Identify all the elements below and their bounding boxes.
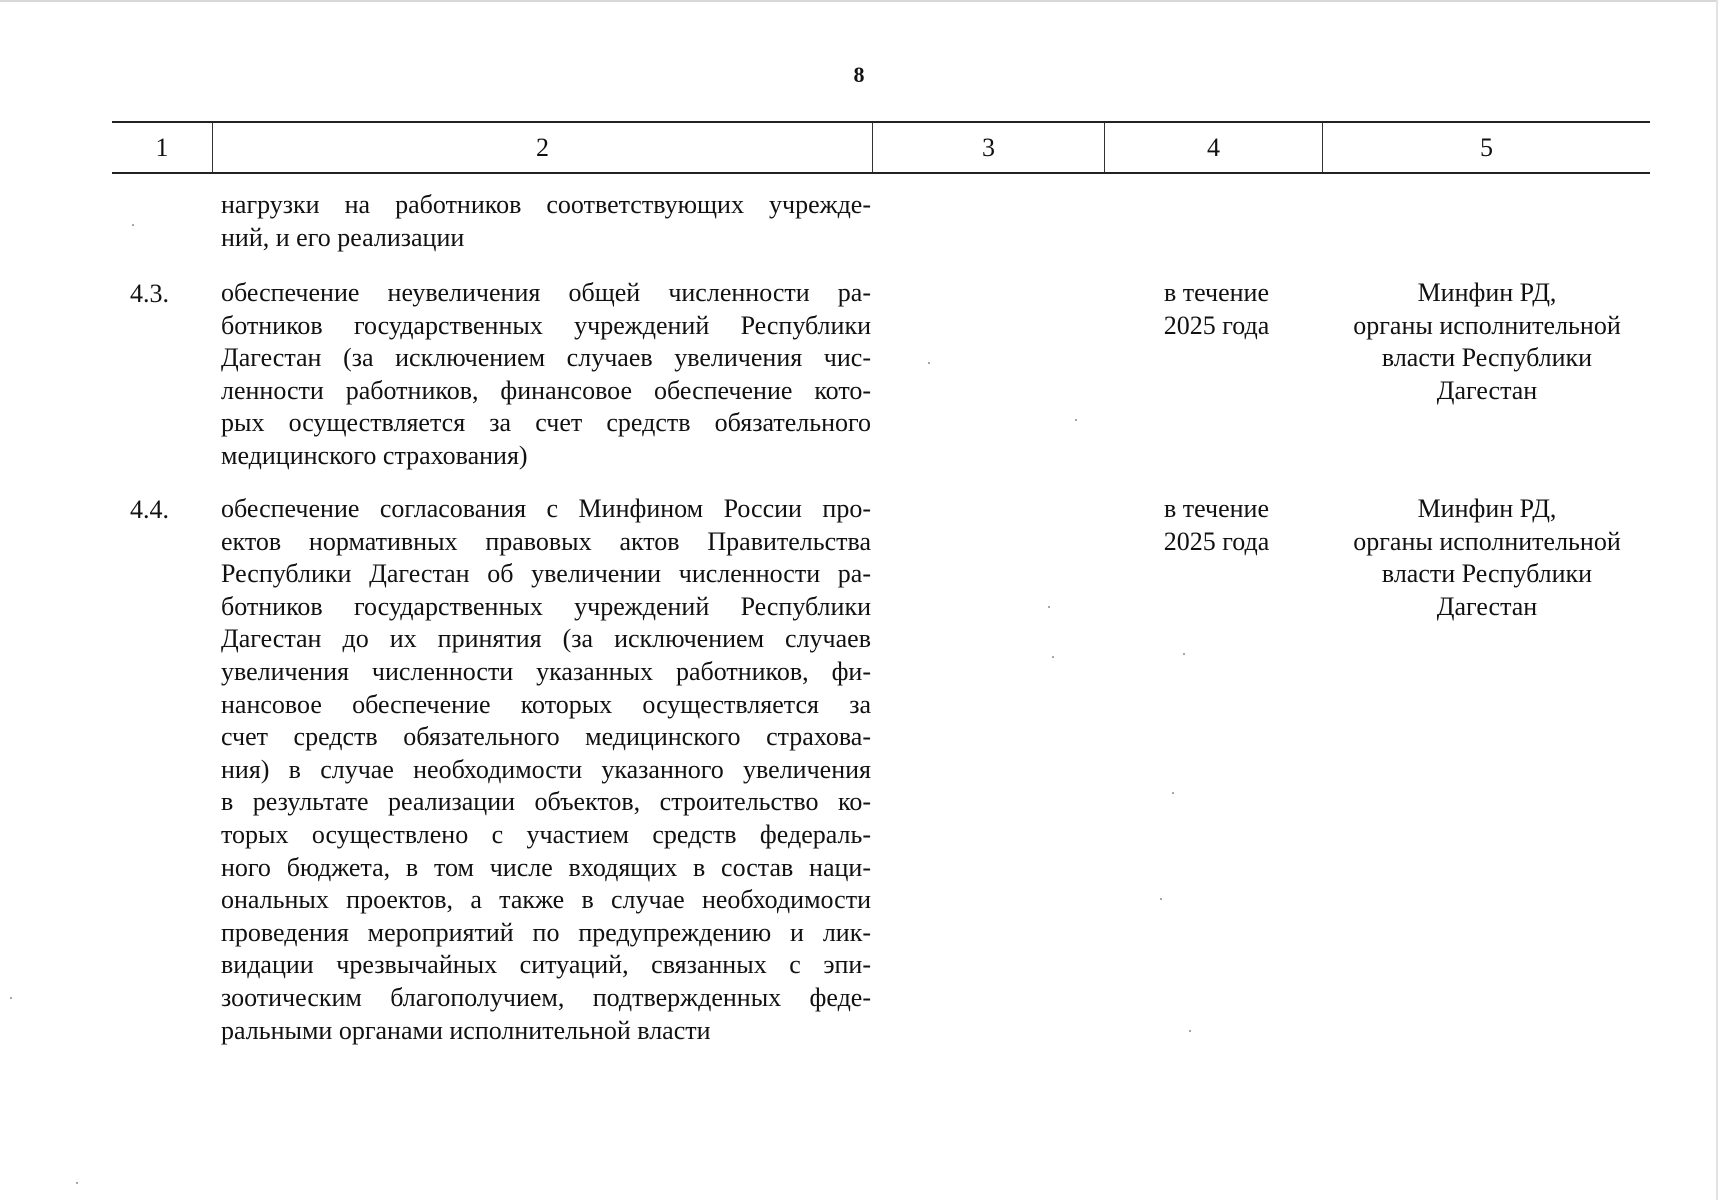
header-cell-4: 4 (1207, 133, 1220, 162)
row-4-3-term (1104, 277, 1329, 342)
row-4-3-text (221, 277, 871, 473)
text-line: медицинского страхования) (221, 440, 528, 470)
term-line: в течение (1163, 494, 1269, 523)
header-cell-1: 1 (155, 133, 169, 162)
scan-speck (76, 1182, 78, 1184)
table-row-continuation-text (221, 189, 871, 254)
text-line: ботников государственных учреждений Республики (221, 310, 871, 340)
scan-speck (928, 362, 930, 364)
scan-speck (1160, 898, 1162, 900)
text-line: нагрузки на работников соответствующих учрежде- (221, 190, 871, 219)
text-line: ного бюджета, в том числе входящих в состав наци- (221, 852, 871, 882)
table-header-row (112, 121, 1650, 174)
header-cell-2: 2 (536, 133, 549, 162)
row-4-4-text (221, 493, 871, 1047)
responsible-line: власти Республики (1381, 559, 1593, 589)
text-line: ний, и его реализации (221, 222, 465, 252)
text-line: счет средств обязательного медицинского страхова- (221, 722, 871, 752)
text-line: ния) в случае необходимости указанного увеличения (221, 754, 871, 784)
term-line: 2025 года (1163, 526, 1270, 556)
text-line: рых осуществляется за счет средств обязательного (221, 408, 871, 438)
responsible-line: органы исполнительной (1353, 526, 1621, 556)
scan-speck (132, 224, 134, 226)
responsible-line: власти Республики (1381, 343, 1593, 373)
term-line: в течение (1163, 278, 1269, 307)
scan-speck (1075, 419, 1077, 421)
responsible-line: органы исполнительной (1353, 310, 1621, 340)
text-line: ральными органами исполнительной власти (221, 1015, 711, 1045)
text-line: обеспечение согласования с Минфином России про- (221, 494, 871, 523)
scan-speck (1183, 653, 1185, 655)
row-4-3-responsible (1322, 277, 1652, 407)
responsible-line: Минфин РД, (1417, 494, 1557, 523)
text-line: видации чрезвычайных ситуаций, связанных с эпи- (221, 950, 871, 980)
header-cell-5: 5 (1480, 133, 1493, 162)
page-number: 8 (853, 62, 865, 87)
scan-edge-top (0, 0, 1718, 2)
text-line: проведения мероприятий по предупреждению и лик- (221, 917, 871, 947)
scan-speck (1189, 1030, 1191, 1032)
scan-speck (1048, 606, 1050, 608)
row-4-4-responsible (1322, 493, 1652, 623)
text-line: нансовое обеспечение которых осуществляется за (221, 689, 871, 719)
header-cell-3: 3 (982, 133, 995, 162)
text-line: ботников государственных учреждений Республики (221, 591, 871, 621)
text-line: торых осуществлено с участием средств федераль- (221, 819, 871, 849)
text-line: обеспечение неувеличения общей численности ра- (221, 278, 871, 307)
scan-speck (1172, 792, 1174, 794)
responsible-line: Минфин РД, (1417, 278, 1557, 307)
row-number-4-4: 4.4. (130, 495, 169, 524)
scan-speck (10, 997, 12, 999)
responsible-line: Дагестан (1436, 375, 1538, 405)
text-line: зоотическим благополучием, подтвержденных феде- (221, 982, 871, 1012)
text-line: в результате реализации объектов, строительство ко- (221, 787, 871, 817)
text-line: Республики Дагестан об увеличении численности ра- (221, 559, 871, 589)
text-line: ленности работников, финансовое обеспечение кото- (221, 375, 871, 405)
text-line: ональных проектов, а также в случае необходимости (221, 885, 871, 915)
scan-speck (1052, 656, 1054, 658)
term-line: 2025 года (1163, 310, 1270, 340)
responsible-line: Дагестан (1436, 591, 1538, 621)
row-number-4-3: 4.3. (130, 279, 169, 308)
text-line: Дагестан (за исключением случаев увеличения чис- (221, 343, 871, 373)
text-line: ектов нормативных правовых актов Правительства (221, 526, 871, 556)
text-line: увеличения численности указанных работников, фи- (221, 656, 871, 686)
row-4-4-term (1104, 493, 1329, 558)
text-line: Дагестан до их принятия (за исключением случаев (221, 624, 871, 654)
